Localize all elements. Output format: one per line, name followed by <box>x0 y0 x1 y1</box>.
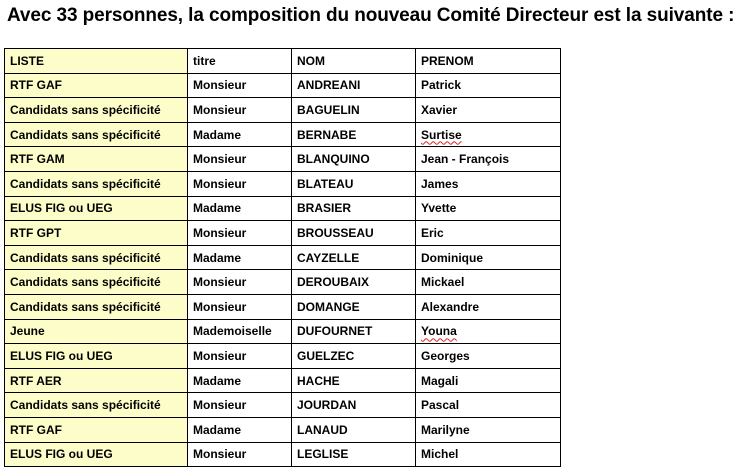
cell-titre: Monsieur <box>188 98 292 123</box>
cell-liste: Candidats sans spécificité <box>5 171 188 196</box>
cell-titre: Monsieur <box>188 147 292 172</box>
cell-prenom: Michel <box>416 442 561 467</box>
cell-titre: Madame <box>188 245 292 270</box>
cell-liste: Candidats sans spécificité <box>5 270 188 295</box>
cell-titre: Madame <box>188 196 292 221</box>
cell-titre: Monsieur <box>188 294 292 319</box>
cell-liste: ELUS FIG ou UEG <box>5 442 188 467</box>
cell-prenom: Dominique <box>416 245 561 270</box>
cell-prenom: Jean - François <box>416 147 561 172</box>
cell-titre: Monsieur <box>188 442 292 467</box>
cell-titre: Monsieur <box>188 344 292 369</box>
header-prenom: PRENOM <box>416 49 561 74</box>
cell-nom: GUELZEC <box>292 344 416 369</box>
cell-nom: CAYZELLE <box>292 245 416 270</box>
cell-titre: Monsieur <box>188 393 292 418</box>
cell-nom: DOMANGE <box>292 294 416 319</box>
cell-titre: Mademoiselle <box>188 319 292 344</box>
cell-nom: LANAUD <box>292 417 416 442</box>
table-row <box>5 294 561 319</box>
cell-prenom: Magali <box>416 368 561 393</box>
cell-liste: ELUS FIG ou UEG <box>5 196 188 221</box>
cell-nom: BLATEAU <box>292 171 416 196</box>
cell-prenom <box>416 122 561 147</box>
cell-nom: DEROUBAIX <box>292 270 416 295</box>
cell-prenom: Eric <box>416 221 561 246</box>
table-row <box>5 122 561 147</box>
cell-prenom: Georges <box>416 344 561 369</box>
cell-liste: Jeune <box>5 319 188 344</box>
table-row <box>5 442 561 467</box>
cell-titre: Monsieur <box>188 171 292 196</box>
header-nom: NOM <box>292 49 416 74</box>
cell-nom: JOURDAN <box>292 393 416 418</box>
cell-prenom: Xavier <box>416 98 561 123</box>
cell-titre: Monsieur <box>188 73 292 98</box>
table-row <box>5 221 561 246</box>
cell-titre: Madame <box>188 122 292 147</box>
table-row <box>5 73 561 98</box>
table-row <box>5 171 561 196</box>
table-row <box>5 344 561 369</box>
cell-nom: ANDREANI <box>292 73 416 98</box>
table-row <box>5 147 561 172</box>
cell-nom: DUFOURNET <box>292 319 416 344</box>
cell-prenom: James <box>416 171 561 196</box>
cell-liste: Candidats sans spécificité <box>5 245 188 270</box>
committee-table-body <box>5 49 561 467</box>
cell-titre: Madame <box>188 417 292 442</box>
cell-liste: Candidats sans spécificité <box>5 98 188 123</box>
cell-liste: RTF AER <box>5 368 188 393</box>
cell-prenom: Alexandre <box>416 294 561 319</box>
table-header-row <box>5 49 561 74</box>
cell-prenom: Mickael <box>416 270 561 295</box>
cell-nom: BRASIER <box>292 196 416 221</box>
cell-prenom: Marilyne <box>416 417 561 442</box>
cell-nom: BLANQUINO <box>292 147 416 172</box>
table-row <box>5 393 561 418</box>
cell-prenom: Yvette <box>416 196 561 221</box>
table-row <box>5 368 561 393</box>
table-row <box>5 245 561 270</box>
page-heading: Avec 33 personnes, la composition du nouveau Comité Directeur est la suivante : <box>7 5 735 26</box>
committee-table <box>4 48 561 467</box>
table-row <box>5 98 561 123</box>
cell-titre: Monsieur <box>188 270 292 295</box>
cell-liste: ELUS FIG ou UEG <box>5 344 188 369</box>
cell-prenom-text: Youna <box>421 324 457 339</box>
header-titre: titre <box>188 49 292 74</box>
cell-prenom <box>416 319 561 344</box>
table-row <box>5 196 561 221</box>
table-row <box>5 270 561 295</box>
cell-nom: BAGUELIN <box>292 98 416 123</box>
header-liste: LISTE <box>5 49 188 74</box>
cell-nom: LEGLISE <box>292 442 416 467</box>
cell-liste: RTF GAF <box>5 73 188 98</box>
cell-titre: Madame <box>188 368 292 393</box>
cell-liste: RTF GAM <box>5 147 188 172</box>
table-row <box>5 319 561 344</box>
cell-prenom: Patrick <box>416 73 561 98</box>
cell-prenom-text: Surtise <box>421 127 462 142</box>
cell-titre: Monsieur <box>188 221 292 246</box>
cell-liste: RTF GAF <box>5 417 188 442</box>
cell-prenom: Pascal <box>416 393 561 418</box>
cell-nom: BERNABE <box>292 122 416 147</box>
cell-liste: Candidats sans spécificité <box>5 122 188 147</box>
cell-nom: BROUSSEAU <box>292 221 416 246</box>
cell-liste: RTF GPT <box>5 221 188 246</box>
cell-nom: HACHE <box>292 368 416 393</box>
cell-liste: Candidats sans spécificité <box>5 294 188 319</box>
cell-liste: Candidats sans spécificité <box>5 393 188 418</box>
table-row <box>5 417 561 442</box>
